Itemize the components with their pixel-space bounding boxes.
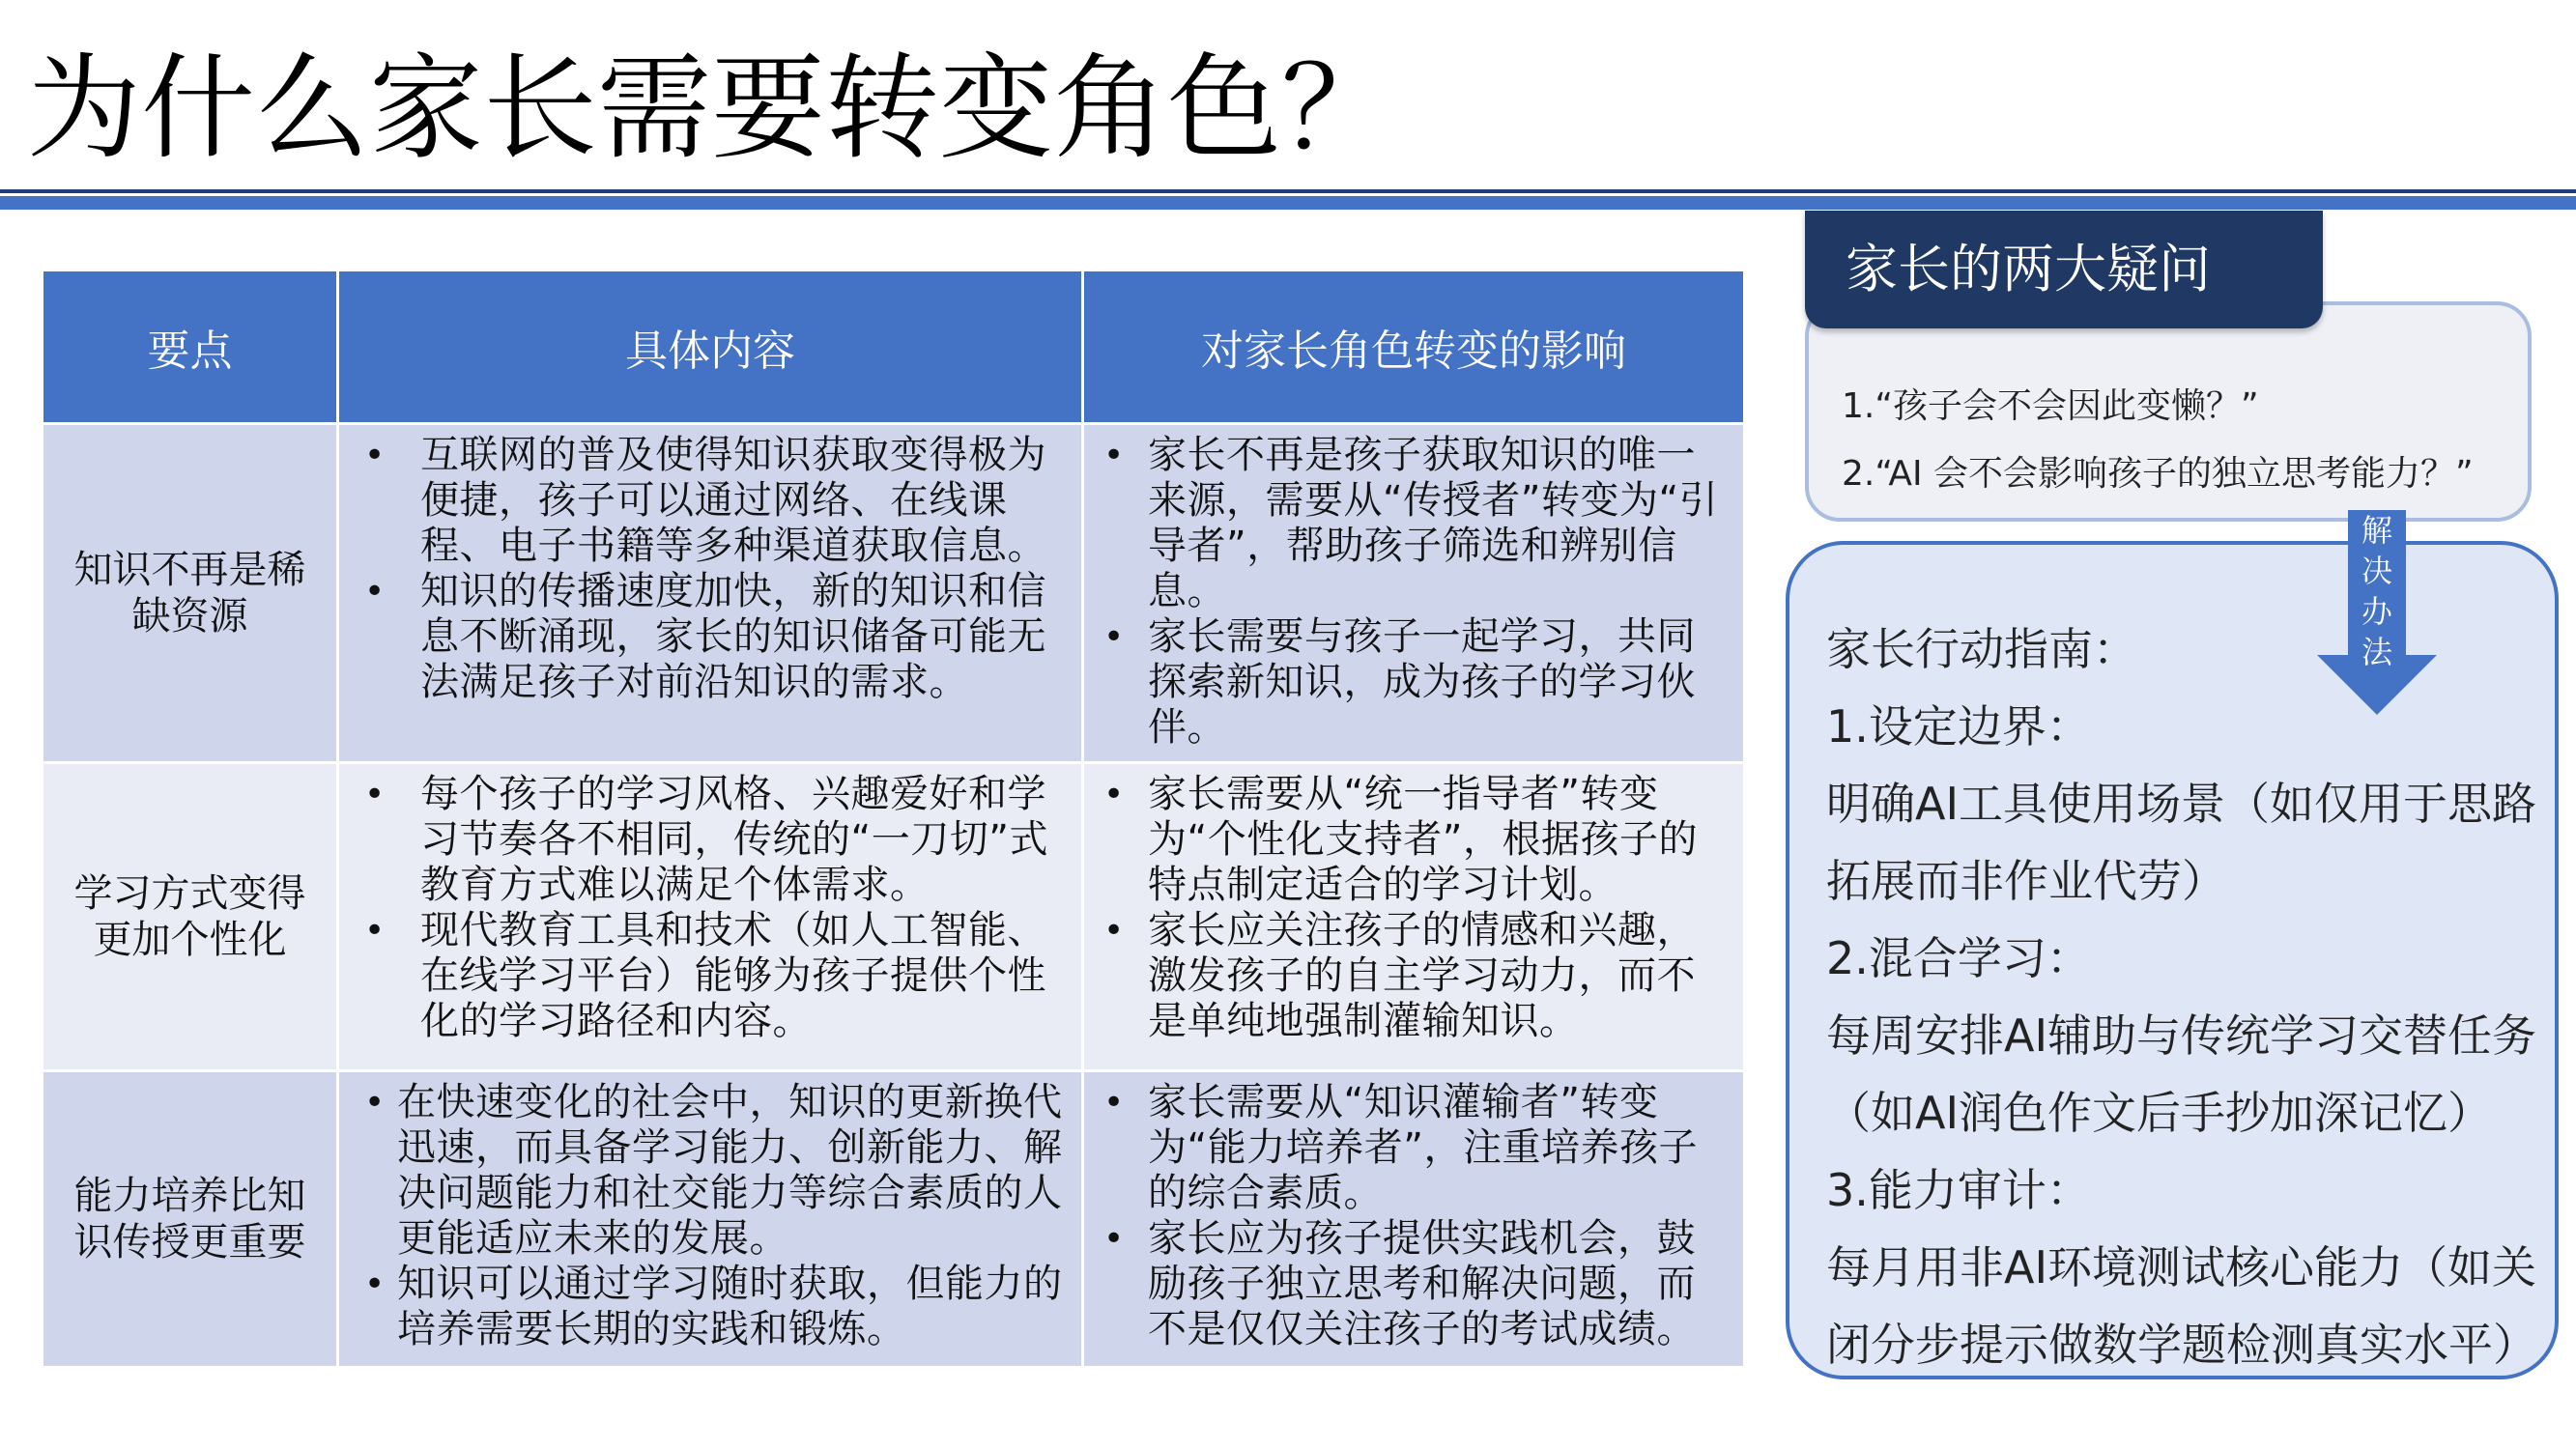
list-item: • 知识可以通过学习随时获取，但能力的培养需要长期的实践和锻炼。	[353, 1262, 1068, 1352]
list-item: • 家长应为孩子提供实践机会，鼓励孩子独立思考和解决问题，而不是仅仅关注孩子的考试成绩。	[1098, 1216, 1730, 1352]
table-row	[43, 1071, 1745, 1368]
arrow-label-char: 解	[2361, 512, 2392, 549]
list-item: • 每个孩子的学习风格、兴趣爱好和学习节奏各不相同，传统的“一刀切”式教育方式难以满足个体需求。	[353, 772, 1068, 908]
guide-line: 每周安排AI辅助与传统学习交替任务	[1826, 1009, 2537, 1062]
header-key: 要点	[43, 270, 338, 424]
row-impact	[1083, 424, 1745, 763]
table-header-row	[43, 270, 1745, 424]
guide-line: （如AI润色作文后手抄加深记忆）	[1826, 1087, 2493, 1139]
list-item: • 知识的传播速度加快，新的知识和信息不断涌现，家长的知识储备可能无法满足孩子对前沿知识的需求。	[353, 569, 1068, 705]
row-impact	[1083, 763, 1745, 1071]
title-rule	[0, 196, 2576, 210]
header-content: 具体内容	[338, 270, 1083, 424]
table-row	[43, 424, 1745, 763]
guide-title: 家长行动指南：	[1826, 623, 2137, 675]
arrow-label-char: 法	[2361, 634, 2392, 670]
row-impact	[1083, 1071, 1745, 1368]
header-impact: 对家长角色转变的影响	[1083, 270, 1745, 424]
guide-line: 3.能力审计：	[1826, 1164, 2091, 1216]
table-row	[43, 763, 1745, 1071]
list-item: • 在快速变化的社会中，知识的更新换代迅速，而具备学习能力、创新能力、解决问题能力和社交能力等综合素质的人更能适应未来的发展。	[353, 1080, 1068, 1262]
row-key: 知识不再是稀缺资源	[43, 424, 338, 763]
list-item: • 家长不再是孩子获取知识的唯一来源，需要从“传授者”转变为“引导者”，帮助孩子筛选和辨别信息。	[1098, 433, 1730, 614]
guide-line: 拓展而非作业代劳）	[1826, 855, 2226, 907]
list-item: • 家长需要从“统一指导者”转变为“个性化支持者”，根据孩子的特点制定适合的学习计划。	[1098, 772, 1730, 908]
question-item: 2.“AI 会不会影响孩子的独立思考能力？”	[1842, 454, 2474, 494]
title-rule-dark	[0, 189, 2576, 193]
guide-line: 每月用非AI环境测试核心能力（如关	[1826, 1241, 2537, 1293]
page-title: 为什么家长需要转变角色？	[27, 42, 1396, 175]
list-item: • 家长需要与孩子一起学习，共同探索新知识，成为孩子的学习伙伴。	[1098, 614, 1730, 751]
arrow-label	[2346, 510, 2408, 672]
row-content	[338, 424, 1083, 763]
row-key: 能力培养比知识传授更重要	[43, 1071, 338, 1368]
row-content	[338, 1071, 1083, 1368]
comparison-table	[41, 269, 1746, 1369]
arrow-label-char: 决	[2361, 553, 2392, 589]
list-item: • 家长应关注孩子的情感和兴趣，激发孩子的自主学习动力，而不是单纯地强制灌输知识。	[1098, 908, 1730, 1044]
list-item: • 互联网的普及使得知识获取变得极为便捷，孩子可以通过网络、在线课程、电子书籍等多种渠道获取信息。	[353, 433, 1068, 569]
row-content	[338, 763, 1083, 1071]
list-item: • 家长需要从“知识灌输者”转变为“能力培养者”，注重培养孩子的综合素质。	[1098, 1080, 1730, 1216]
guide-line: 2.混合学习：	[1826, 932, 2091, 984]
guide-line: 闭分步提示做数学题检测真实水平）	[1826, 1319, 2537, 1371]
questions-header: 家长的两大疑问	[1805, 211, 2323, 328]
guide-line: 明确AI工具使用场景（如仅用于思路	[1826, 778, 2537, 830]
arrow-label-char: 办	[2361, 593, 2392, 630]
row-key: 学习方式变得更加个性化	[43, 763, 338, 1071]
guide-line: 1.设定边界：	[1826, 700, 2091, 753]
question-item: 1.“孩子会不会因此变懒？”	[1842, 386, 2259, 426]
list-item: • 现代教育工具和技术（如人工智能、在线学习平台）能够为孩子提供个性化的学习路径和内容。	[353, 908, 1068, 1044]
